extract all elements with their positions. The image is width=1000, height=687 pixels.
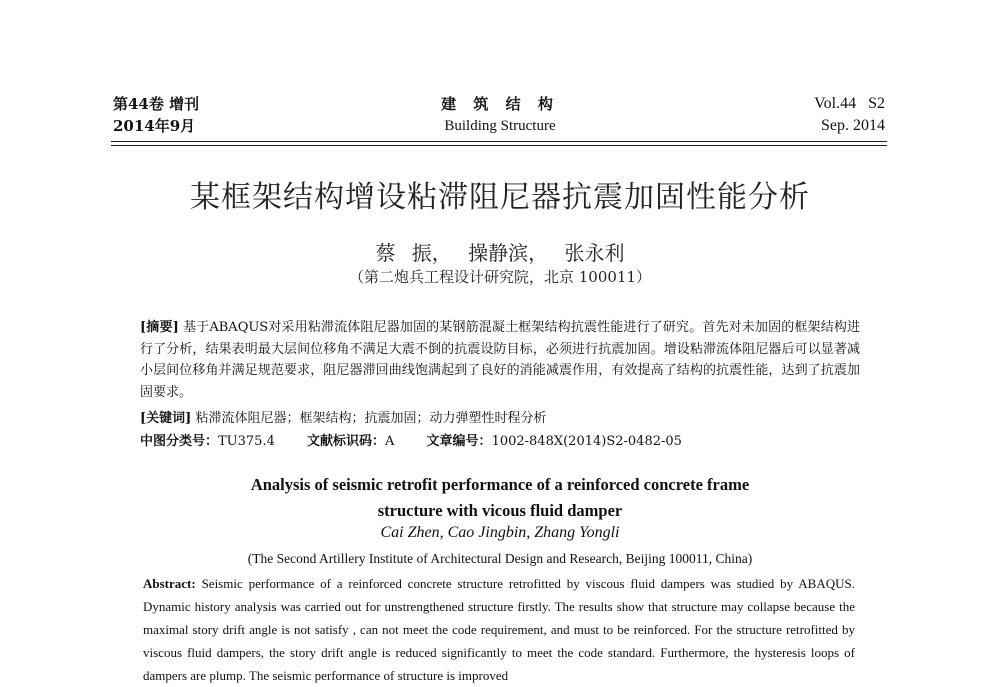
keywords-cn <box>140 409 546 429</box>
abstract-label-en: Abstract: <box>143 576 196 591</box>
article-title-en-line1: Analysis of seismic retrofit performance of a reinforced concrete frame <box>250 475 750 494</box>
abstract-label-cn: [摘要] <box>140 320 179 335</box>
keywords-label-cn: [关键词] <box>140 411 192 426</box>
doc-code-label: 文献标识码： <box>307 434 386 449</box>
article-no-value: 1002-848X(2014)S2-0482-05 <box>491 434 682 449</box>
header-rule-thin <box>111 145 887 146</box>
date-cn: 2014年9月 <box>113 117 196 135</box>
article-no-label: 文章编号： <box>426 434 492 449</box>
affiliation-cn: （第二炮兵工程设计研究院，北京 100011） <box>348 268 652 286</box>
abstract-cn <box>140 317 860 403</box>
date-en: Sep. 2014 <box>821 117 885 134</box>
abstract-en <box>143 572 855 687</box>
keywords-text-cn: 粘滞流体阻尼器；框架结构；抗震加固；动力弹塑性时程分析 <box>195 411 547 426</box>
volume-issue-en: Vol.44 S2 <box>814 95 885 112</box>
journal-name-cn: 建 筑 结 构 <box>441 95 559 113</box>
doc-code-value: A <box>385 434 395 449</box>
abstract-text-en: Seismic performance of a reinforced concrete structure retrofitted by viscous fluid dampers was studied by ABAQUS. Dynamic history analysis was carried out for unstrengthened structure firstly. The results show that structure may collapse because the maximal story drift angle is not satisfy , can not meet the code requirement, and must to be reinforced. For the structure retrofitted by viscous fluid dampers, the story drift angle is reduced significantly to meet the code standard. Furthermore, the hysteresis loops of dampers are plump. The seismic performance of structure is improved <box>143 576 855 683</box>
volume-issue-cn: 第44卷 增刊 <box>113 95 200 113</box>
article-title-en-line2: structure with vicous fluid damper <box>377 501 623 520</box>
article-title-cn: 某框架结构增设粘滞阻尼器抗震加固性能分析 <box>190 180 810 215</box>
classification-line <box>140 432 710 452</box>
journal-name-en: Building Structure <box>444 118 556 134</box>
authors-en: Cai Zhen, Cao Jingbin, Zhang Yongli <box>380 524 620 541</box>
abstract-text-cn: 基于ABAQUS对采用粘滞流体阻尼器加固的某钢筋混凝土框架结构抗震性能进行了研究。首先对未加固的框架结构进行了分析，结果表明最大层间位移角不满足大震不倒的抗震设防目标，必须进行抗震加固。增设粘滞流体阻尼器后可以显著减小层间位移角并满足规范要求，阻尼器滞回曲线饱满起到了良好的消能减震作用，有效提高了结构的抗震性能，达到了抗震加固要求。 <box>140 320 860 400</box>
affiliation-en: (The Second Artillery Institute of Architectural Design and Research, Beijing 100011, China) <box>247 551 753 566</box>
clc-label: 中图分类号： <box>140 434 219 449</box>
authors-cn: 蔡 振， 操静滨， 张永利 <box>375 241 625 265</box>
header-rule-thick <box>111 141 887 142</box>
clc-value: TU375.4 <box>218 434 275 449</box>
